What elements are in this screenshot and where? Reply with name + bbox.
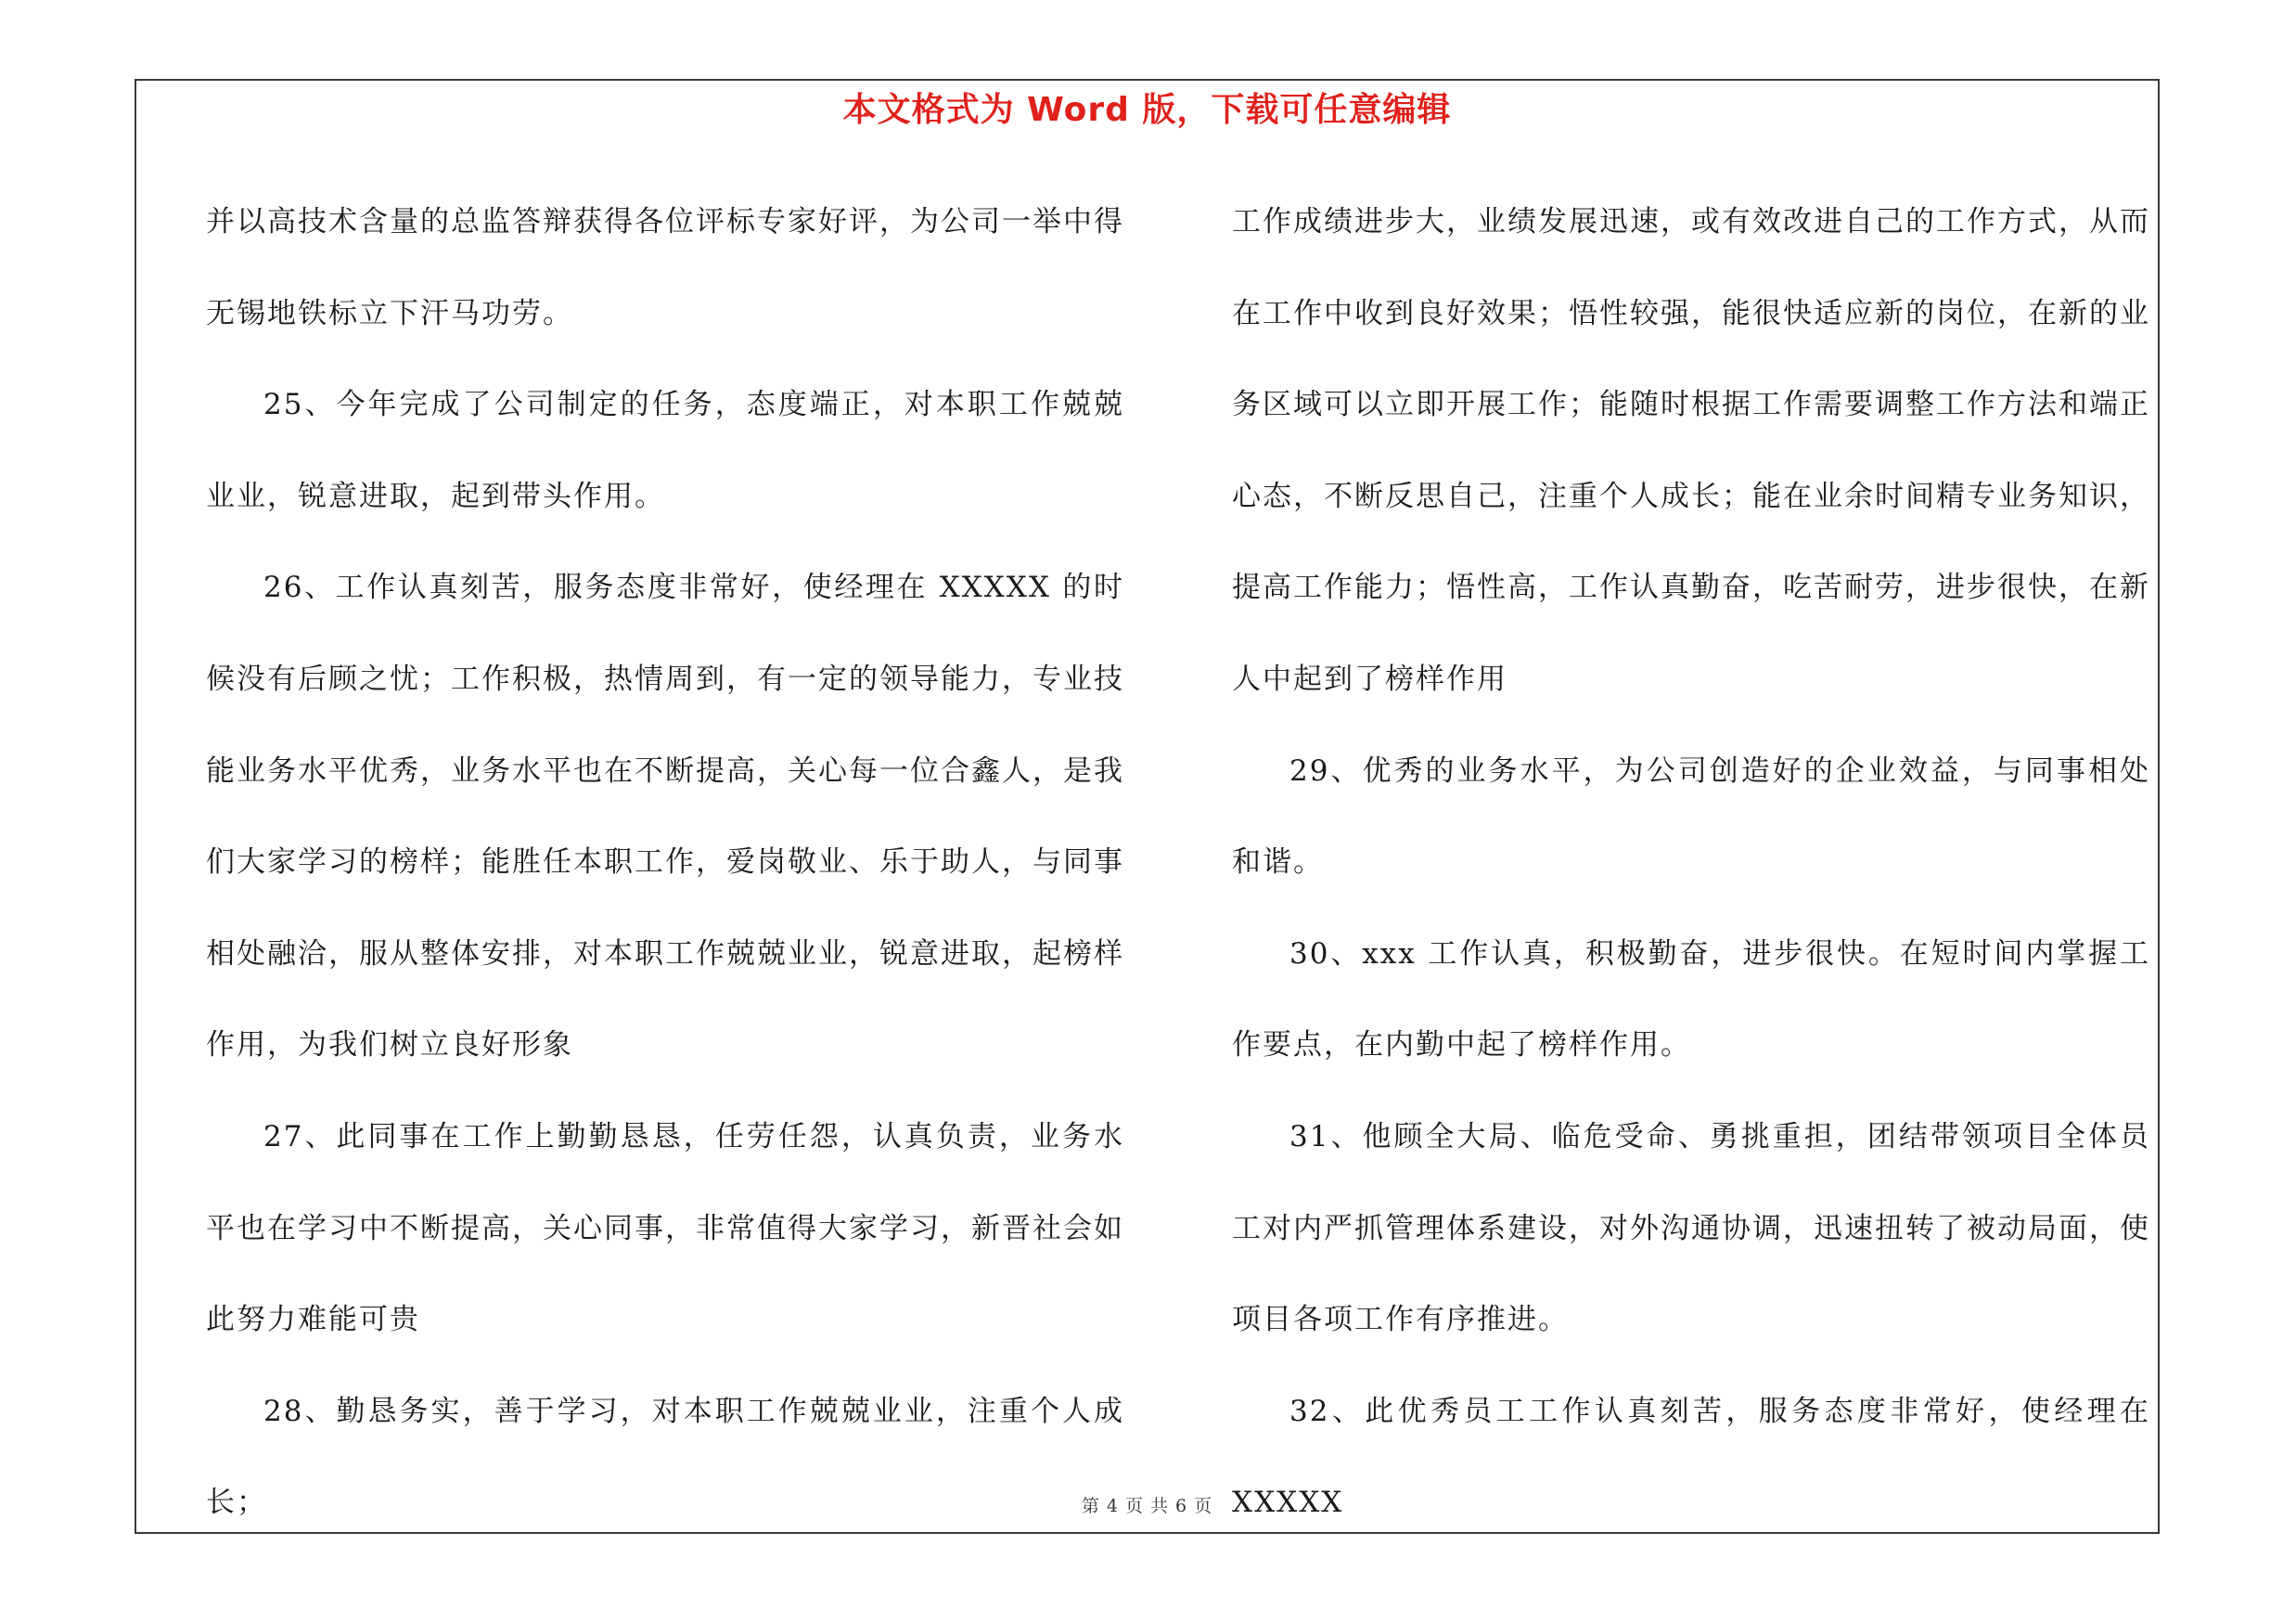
left-column bbox=[206, 176, 1124, 1549]
format-banner: 本文格式为 Word 版，下载可任意编辑 bbox=[842, 91, 1452, 129]
paragraph: 25、今年完成了公司制定的任务，态度端正，对本职工作兢兢业业，锐意进取，起到带头作用。 bbox=[206, 388, 1124, 513]
paragraph: 32、此优秀员工工作认真刻苦，服务态度非常好，使经理在 XXXXX bbox=[1232, 1394, 2150, 1520]
paragraph: 26、工作认真刻苦，服务态度非常好，使经理在 XXXXX 的时候没有后顾之忧；工作积极，热情周到，有一定的领导能力，专业技能业务水平优秀，业务水平也在不断提高，关心每一位合鑫人，是我们大家学习的榜样；能胜任本职工作，爱岗敬业、乐于助人，与同事相处融洽，服从整体安排，对本职工作兢兢业业，锐意进取，起榜样作用，为我们树立良好形象 bbox=[206, 571, 1124, 1063]
paragraph: 29、优秀的业务水平，为公司创造好的企业效益，与同事相处和谐。 bbox=[1232, 754, 2150, 880]
paragraph: 27、此同事在工作上勤勤恳恳，任劳任怨，认真负责，业务水平也在学习中不断提高，关心同事，非常值得大家学习，新晋社会如此努力难能可贵 bbox=[206, 1119, 1124, 1337]
paragraph: 30、xxx 工作认真，积极勤奋，进步很快。在短时间内掌握工作要点，在内勤中起了榜样作用。 bbox=[1232, 936, 2150, 1063]
paragraph: 并以高技术含量的总监答辩获得各位评标专家好评，为公司一举中得无锡地铁标立下汗马功劳。 bbox=[206, 205, 1124, 330]
paragraph: 28、勤恳务实，善于学习，对本职工作兢兢业业，注重个人成长； bbox=[206, 1394, 1124, 1520]
right-column bbox=[1232, 176, 2150, 1549]
paragraph: 工作成绩进步大，业绩发展迅速，或有效改进自己的工作方式，从而在工作中收到良好效果；悟性较强，能很快适应新的岗位，在新的业务区域可以立即开展工作；能随时根据工作需要调整工作方法和端正心态，不断反思自己，注重个人成长；能在业余时间精专业务知识，提高工作能力；悟性高，工作认真勤奋，吃苦耐劳，进步很快，在新人中起到了榜样作用 bbox=[1232, 205, 2150, 696]
paragraph: 31、他顾全大局、临危受命、勇挑重担，团结带领项目全体员工对内严抓管理体系建设，对外沟通协调，迅速扭转了被动局面，使项目各项工作有序推进。 bbox=[1232, 1119, 2150, 1337]
page-number-footer: 第 4 页 共 6 页 bbox=[1081, 1496, 1213, 1516]
